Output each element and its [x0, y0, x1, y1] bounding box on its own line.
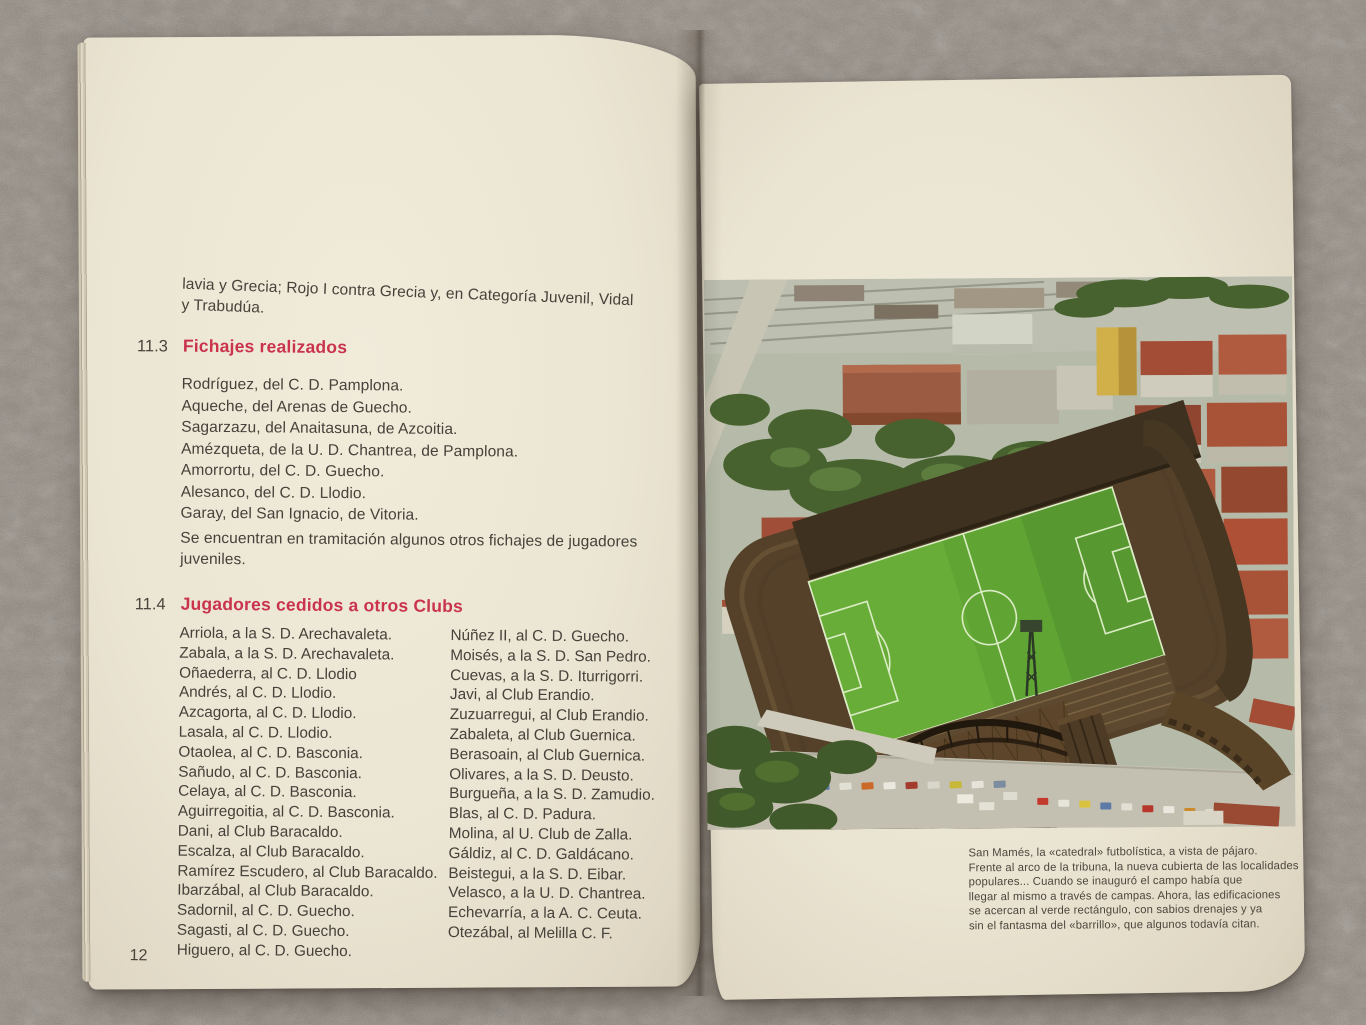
- player-loan-item: Beistegui, a la S. D. Eibar.: [448, 864, 627, 884]
- player-loan-item: Otaolea, al C. D. Basconia.: [178, 743, 364, 762]
- player-signing-item: Rodríguez, del C. D. Pamplona.: [181, 375, 404, 395]
- player-loan-item: Berasoain, al Club Guernica.: [449, 745, 646, 765]
- section-11-3-heading: [137, 335, 347, 358]
- photo-caption: San Mamés, la «catedral» futbolística, a vista de pájaro. Frente al arco de la tribuna, la nueva cubierta de las localidades populares... Cuando se inauguró el campo había que llegar al mismo a través de campas. Ahora, las edificaciones se acercan al verde rectángulo, con sabios drenajes y ya sin el fantasma del «barrillo», que algunos todavía citan.: [968, 845, 1299, 933]
- stadium-photo: [704, 276, 1295, 830]
- player-loan-item: Velasco, a la U. D. Chantrea.: [448, 884, 646, 904]
- page-number: 12: [129, 947, 148, 965]
- page-left-content: [79, 37, 699, 994]
- player-signing-item: Amorrortu, del C. D. Guecho.: [180, 461, 385, 481]
- player-loan-item: Oñaederra, al C. D. Llodio: [179, 664, 357, 683]
- player-loan-item: Aguirregoitia, al C. D. Basconia.: [177, 802, 395, 822]
- player-loan-item: Núñez II, al C. D. Guecho.: [450, 626, 630, 646]
- player-loan-item: Azcagorta, al C. D. Llodio.: [178, 703, 357, 723]
- page-left: [84, 34, 701, 989]
- player-loan-item: Dani, al Club Baracaldo.: [177, 822, 343, 842]
- section-number: 11.3: [136, 337, 168, 356]
- player-loan-item: Ibarzábal, al Club Baracaldo.: [177, 881, 374, 901]
- player-loan-item: Burgueña, a la S. D. Zamudio.: [449, 785, 655, 805]
- player-loan-item: Sadornil, al C. D. Guecho.: [177, 901, 355, 921]
- player-loan-item: Echevarría, a la A. C. Ceuta.: [447, 904, 642, 923]
- section-title: Jugadores cedidos a otros Clubs: [180, 593, 464, 617]
- loaned-players-column-2: [448, 626, 657, 964]
- player-signing-item: Amézqueta, de la U. D. Chantrea, de Pamplona.: [181, 440, 519, 461]
- san-mames-aerial-photo: [704, 276, 1295, 830]
- player-loan-item: Javi, al Club Erandio.: [449, 686, 595, 705]
- player-loan-item: Olivares, a la S. D. Deusto.: [449, 765, 634, 785]
- player-loan-item: Andrés, al C. D. Llodio.: [178, 683, 337, 703]
- player-loan-item: Escalza, al Club Baracaldo.: [177, 842, 365, 861]
- player-signing-item: Aqueche, del Arenas de Guecho.: [181, 397, 413, 417]
- player-loan-item: Cuevas, a la S. D. Iturrigorri.: [450, 666, 644, 686]
- player-loan-item: Zabala, a la S. D. Arechavaleta.: [179, 644, 395, 664]
- player-loan-item: Sagasti, al C. D. Guecho.: [176, 921, 350, 941]
- player-loan-item: Moisés, a la S. D. San Pedro.: [450, 646, 652, 666]
- section-number: 11.4: [134, 595, 166, 614]
- player-loan-item: Sañudo, al C. D. Basconia.: [178, 763, 363, 782]
- loaned-players-column-1: [177, 624, 451, 963]
- player-loan-item: Lasala, al C. D. Llodio.: [178, 723, 333, 742]
- player-loan-item: Arriola, a la S. D. Arechavaleta.: [179, 624, 393, 644]
- intro-paragraph: lavia y Grecia; Rojo I contra Grecia y, en Categoría Juvenil, Vidal y Trabudúa.: [181, 275, 634, 317]
- section-11-4-heading: [135, 593, 463, 617]
- player-loan-item: Zabaleta, al Club Guernica.: [449, 725, 636, 745]
- player-loan-item: Otezábal, al Melilla C. F.: [447, 923, 613, 943]
- section-title: Fichajes realizados: [182, 335, 348, 358]
- player-signing-item: Sagarzazu, del Anaitasuna, de Azcoitia.: [181, 418, 458, 439]
- player-loan-item: Zuzuarregui, al Club Erandio.: [449, 706, 649, 725]
- fichajes-list: [180, 374, 518, 527]
- player-loan-item: Molina, al U. Club de Zalla.: [448, 824, 633, 844]
- player-loan-item: Gáldiz, al C. D. Galdácano.: [448, 844, 635, 864]
- loaned-players-columns: [177, 624, 657, 965]
- player-loan-item: Higuero, al C. D. Guecho.: [176, 941, 352, 960]
- page-right: [699, 75, 1305, 1000]
- player-loan-item: Blas, al C. D. Padura.: [448, 805, 597, 824]
- player-signing-item: Alesanco, del C. D. Llodio.: [180, 483, 367, 502]
- player-signing-item: Garay, del San Ignacio, de Vitoria.: [180, 504, 419, 524]
- tramitacion-paragraph: Se encuentran en tramitación algunos otros fichajes de jugadores juveniles.: [180, 529, 638, 568]
- player-loan-item: Celaya, al C. D. Basconia.: [178, 782, 357, 802]
- player-loan-item: Ramírez Escudero, al Club Baracaldo.: [177, 862, 438, 882]
